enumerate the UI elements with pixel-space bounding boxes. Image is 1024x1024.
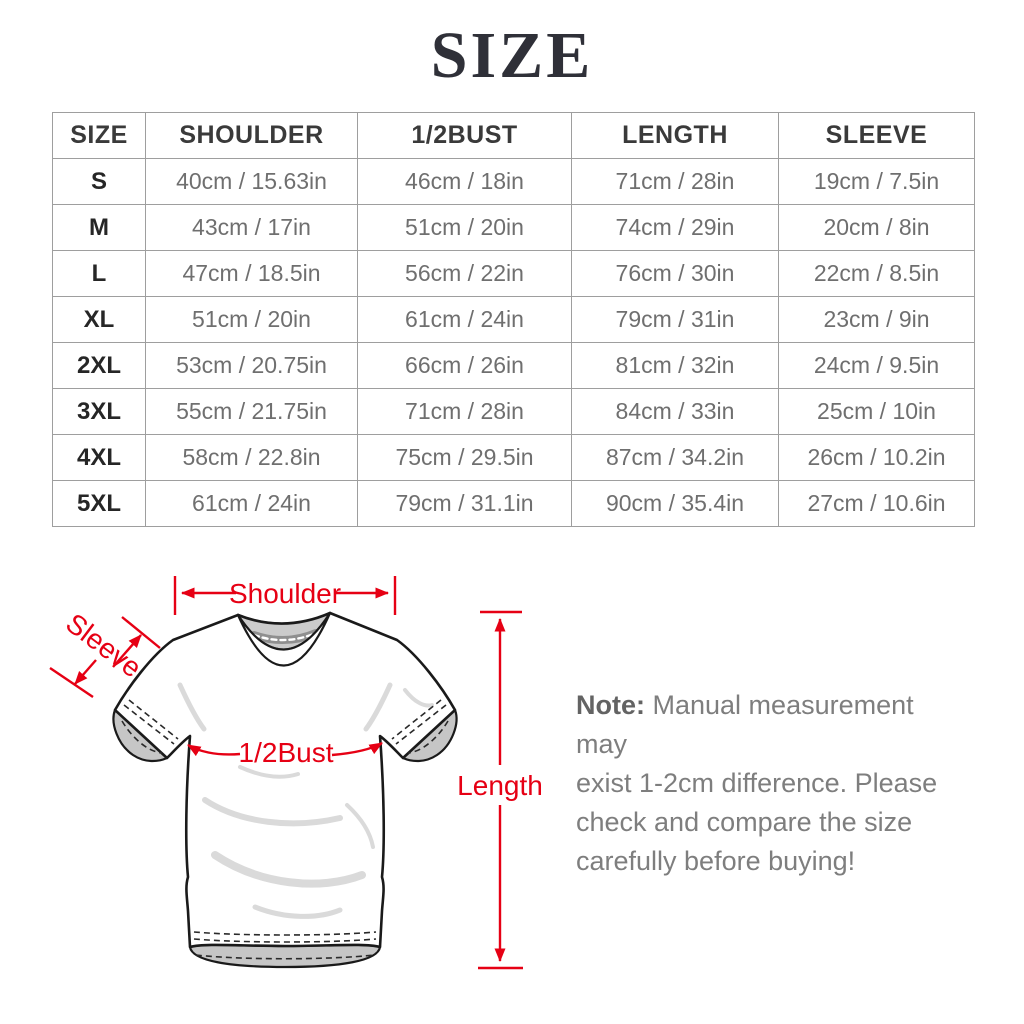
table-row xyxy=(53,159,975,205)
shoulder-cell: 51cm / 20in xyxy=(146,297,358,343)
table-row xyxy=(53,343,975,389)
length-label: Length xyxy=(457,770,543,801)
sleeve-cell: 20cm / 8in xyxy=(779,205,975,251)
note-line: carefully before buying! xyxy=(576,846,856,876)
sleeve-cell: 27cm / 10.6in xyxy=(779,481,975,527)
table-row xyxy=(53,297,975,343)
hem-interior xyxy=(190,945,380,967)
bust-cell: 75cm / 29.5in xyxy=(358,435,572,481)
tshirt-measurement-diagram xyxy=(40,555,560,975)
size-cell: L xyxy=(53,251,146,297)
size-cell: 4XL xyxy=(53,435,146,481)
sleeve-cell: 26cm / 10.2in xyxy=(779,435,975,481)
bust-cell: 61cm / 24in xyxy=(358,297,572,343)
shoulder-cell: 55cm / 21.75in xyxy=(146,389,358,435)
size-cell: XL xyxy=(53,297,146,343)
shoulder-cell: 47cm / 18.5in xyxy=(146,251,358,297)
bust-cell: 51cm / 20in xyxy=(358,205,572,251)
shoulder-cell: 53cm / 20.75in xyxy=(146,343,358,389)
header-bust: 1/2BUST xyxy=(358,113,572,159)
header-size: SIZE xyxy=(53,113,146,159)
table-row xyxy=(53,205,975,251)
size-cell: 3XL xyxy=(53,389,146,435)
note-line: check and compare the size xyxy=(576,807,913,837)
shoulder-cell: 43cm / 17in xyxy=(146,205,358,251)
shoulder-annotation xyxy=(175,576,395,615)
bust-cell: 46cm / 18in xyxy=(358,159,572,205)
size-cell: 2XL xyxy=(53,343,146,389)
note-label: Note: xyxy=(576,690,645,720)
bust-label: 1/2Bust xyxy=(238,737,334,768)
table-header-row xyxy=(53,113,975,159)
header-length: LENGTH xyxy=(572,113,779,159)
header-sleeve: SLEEVE xyxy=(779,113,975,159)
length-cell: 71cm / 28in xyxy=(572,159,779,205)
length-cell: 81cm / 32in xyxy=(572,343,779,389)
length-cell: 84cm / 33in xyxy=(572,389,779,435)
sleeve-cell: 25cm / 10in xyxy=(779,389,975,435)
bust-cell: 71cm / 28in xyxy=(358,389,572,435)
sleeve-cell: 24cm / 9.5in xyxy=(779,343,975,389)
shoulder-cell: 40cm / 15.63in xyxy=(146,159,358,205)
bust-cell: 79cm / 31.1in xyxy=(358,481,572,527)
size-cell: 5XL xyxy=(53,481,146,527)
note-line xyxy=(576,686,956,764)
note-text: Manual measurement may xyxy=(576,690,914,759)
length-cell: 87cm / 34.2in xyxy=(572,435,779,481)
page-title: SIZE xyxy=(430,19,594,92)
length-cell: 74cm / 29in xyxy=(572,205,779,251)
sleeve-cell: 19cm / 7.5in xyxy=(779,159,975,205)
shoulder-cell: 58cm / 22.8in xyxy=(146,435,358,481)
size-cell: M xyxy=(53,205,146,251)
tshirt-illustration xyxy=(114,613,457,967)
sleeve-cell: 22cm / 8.5in xyxy=(779,251,975,297)
sleeve-cell: 23cm / 9in xyxy=(779,297,975,343)
size-cell: S xyxy=(53,159,146,205)
length-cell: 76cm / 30in xyxy=(572,251,779,297)
measurement-note xyxy=(576,686,956,881)
bust-cell: 66cm / 26in xyxy=(358,343,572,389)
table-row xyxy=(53,389,975,435)
bust-cell: 56cm / 22in xyxy=(358,251,572,297)
length-annotation xyxy=(457,612,543,968)
table-row xyxy=(53,435,975,481)
note-line: exist 1-2cm difference. Please xyxy=(576,768,938,798)
header-shoulder: SHOULDER xyxy=(146,113,358,159)
table-row xyxy=(53,481,975,527)
shoulder-cell: 61cm / 24in xyxy=(146,481,358,527)
sleeve-label: Sleeve xyxy=(60,607,148,684)
table-row xyxy=(53,251,975,297)
size-table xyxy=(52,112,975,527)
length-cell: 90cm / 35.4in xyxy=(572,481,779,527)
shoulder-label: Shoulder xyxy=(228,578,342,609)
length-cell: 79cm / 31in xyxy=(572,297,779,343)
sleeve-arrow-lower xyxy=(75,660,96,684)
